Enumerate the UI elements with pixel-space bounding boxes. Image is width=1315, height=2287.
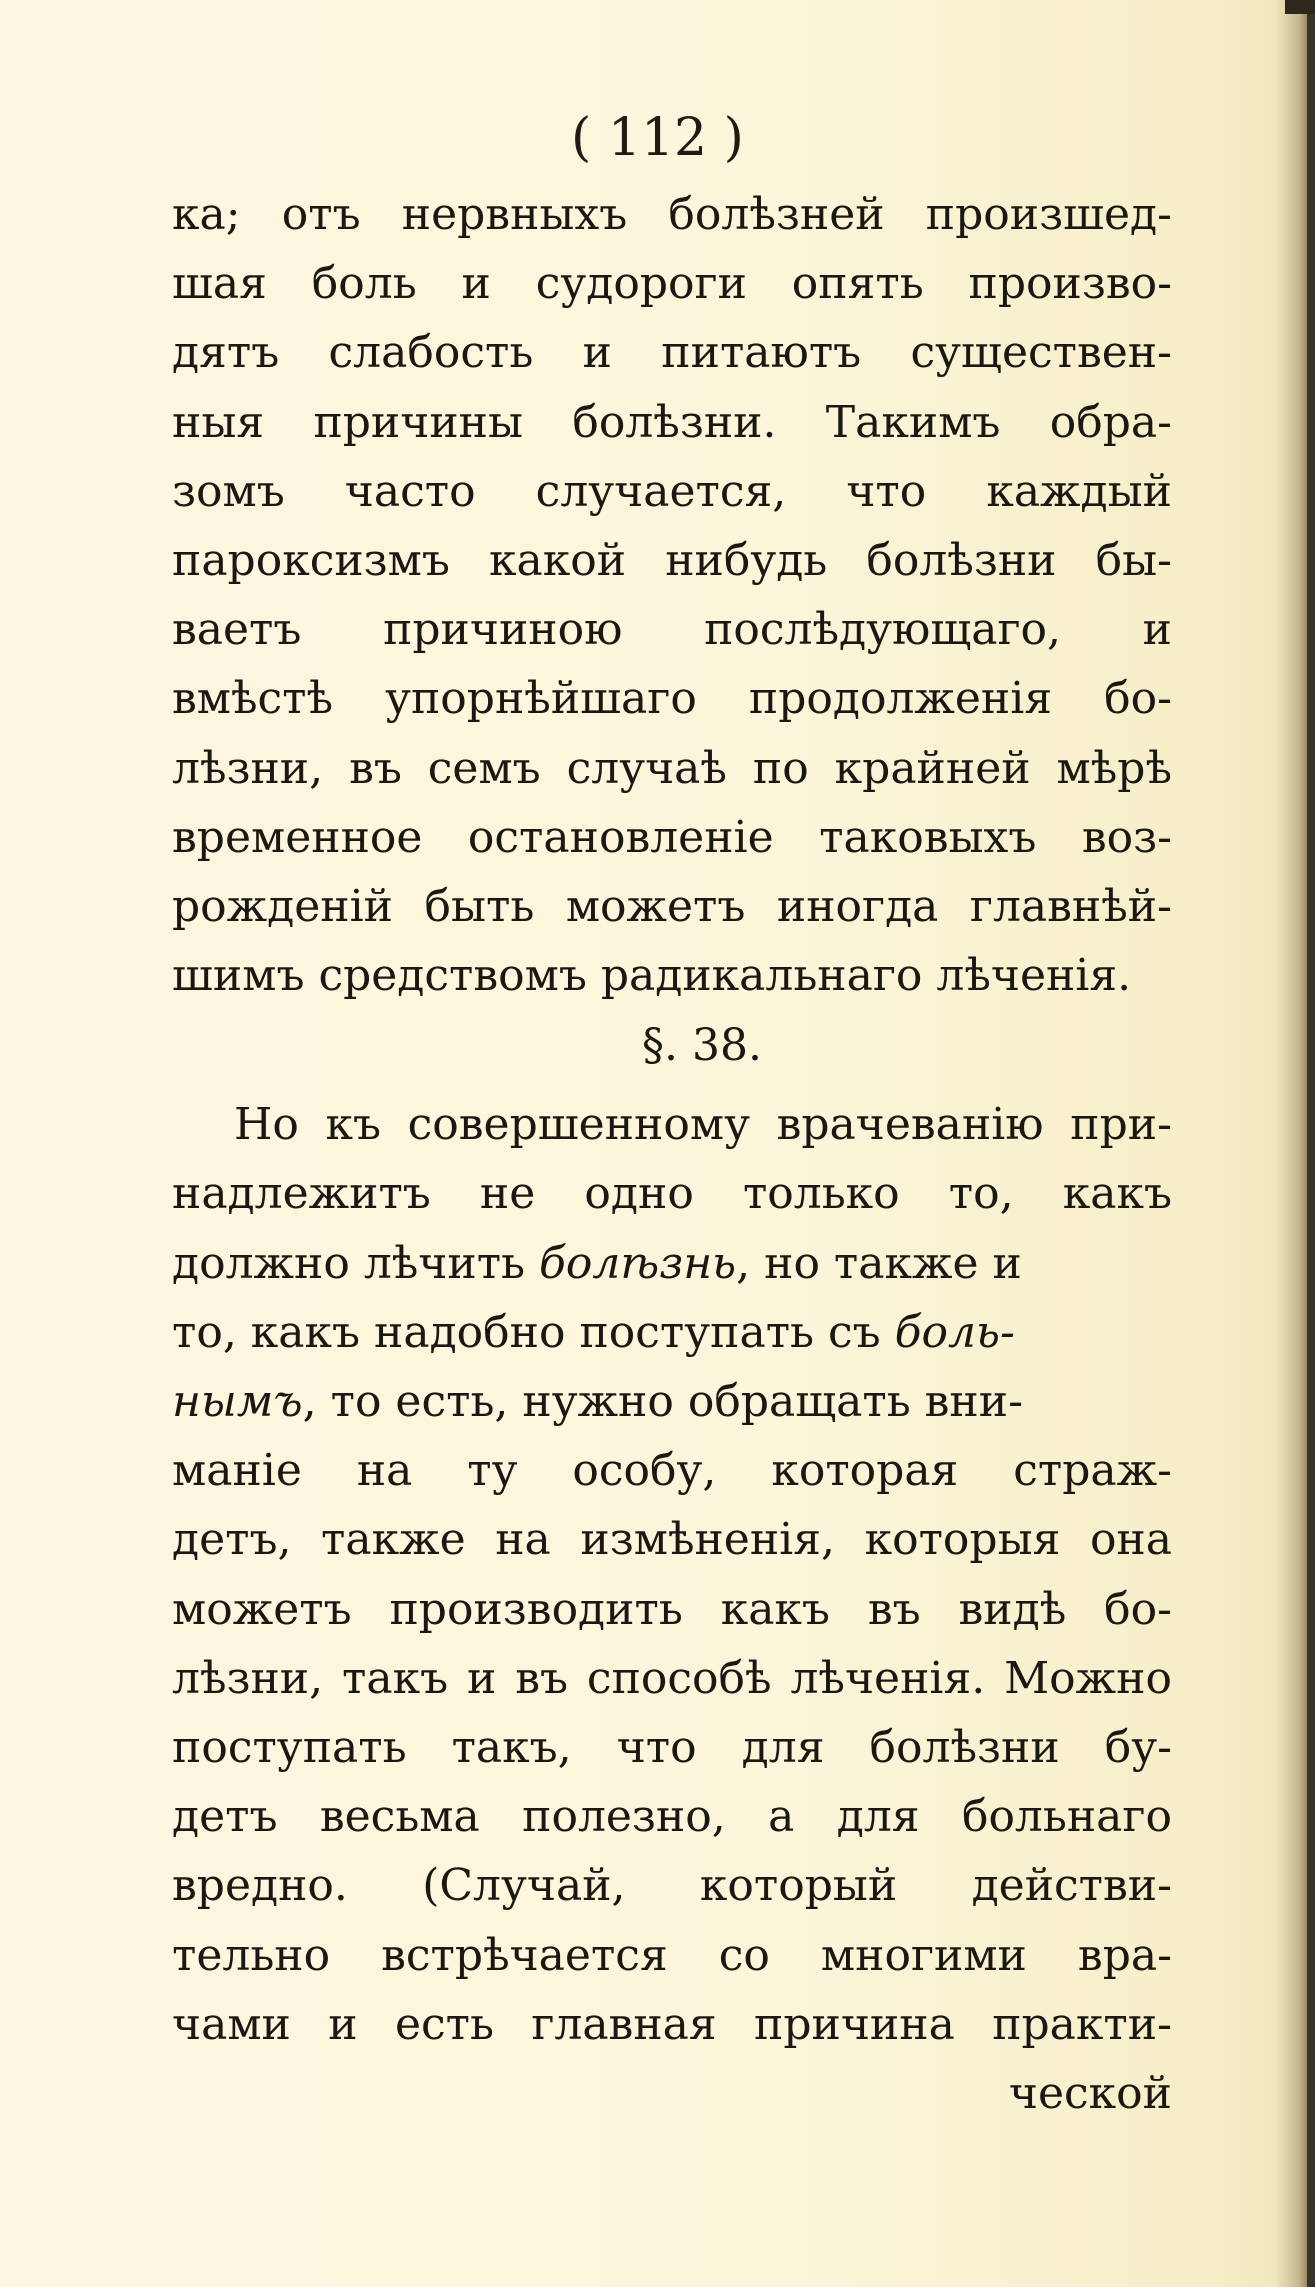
word: причины	[313, 396, 524, 448]
text-line	[172, 803, 1172, 872]
word: зомъ	[172, 465, 285, 517]
word: произшед-	[925, 189, 1172, 240]
word: такъ	[342, 1652, 449, 1704]
word: нибудь	[665, 534, 828, 586]
word: упорнѣйшаго	[385, 673, 697, 725]
word: особу,	[572, 1445, 717, 1497]
text-line	[172, 1436, 1172, 1505]
line-text: нымъ, то есть, нужно обращать вни-	[172, 1376, 1023, 1427]
text-line	[172, 872, 1172, 941]
word: болѣзни	[869, 1721, 1060, 1773]
word: какъ	[720, 1583, 830, 1635]
word: вредно.	[172, 1860, 348, 1912]
word: временное	[172, 811, 423, 863]
word: по	[752, 742, 809, 794]
text-line	[172, 1298, 1172, 1367]
text-line	[172, 457, 1172, 526]
word: боль	[311, 258, 417, 310]
text-line	[172, 318, 1172, 387]
word: болѣзней	[668, 189, 885, 240]
word: только	[742, 1168, 900, 1220]
word: маніе	[172, 1445, 302, 1497]
word: страж-	[1013, 1445, 1172, 1497]
continued-paragraph	[172, 180, 1172, 1010]
word: что	[616, 1721, 697, 1773]
word: причина	[754, 1998, 955, 2050]
word: что	[846, 465, 927, 517]
line-text: должно лѣчить болѣзнь, но также и	[172, 1237, 1022, 1289]
word: не	[479, 1168, 536, 1220]
word: произво-	[968, 258, 1172, 310]
word: бу-	[1104, 1721, 1172, 1773]
text-line	[172, 388, 1172, 457]
text-line	[172, 941, 1172, 1010]
word: главнѣй-	[969, 880, 1172, 932]
word: рожденій	[172, 880, 393, 932]
word: къ	[325, 1099, 382, 1151]
word: врачеванію	[776, 1099, 1044, 1151]
word: лѣзни,	[172, 742, 324, 794]
word: крайней	[834, 742, 1031, 794]
word: одно	[584, 1168, 694, 1220]
word: детъ	[172, 1791, 278, 1843]
word: болѣзни	[866, 534, 1057, 586]
word: детъ,	[172, 1514, 292, 1566]
word: можетъ	[565, 880, 746, 932]
text-line	[172, 664, 1172, 733]
word: поступать	[172, 1721, 407, 1773]
word: таковыхъ	[819, 811, 1037, 863]
word: шая	[172, 258, 267, 310]
word: и	[582, 327, 612, 379]
word: производить	[389, 1583, 683, 1635]
word: въ	[515, 1652, 569, 1704]
text-line	[172, 180, 1172, 249]
word: болѣзни.	[572, 396, 777, 448]
word: способѣ	[586, 1652, 772, 1704]
word: лѣзни,	[172, 1652, 324, 1704]
text-line	[172, 1990, 1172, 2059]
line-text: то, какъ надобно поступать съ боль-	[172, 1306, 1015, 1358]
word: полезно,	[522, 1791, 726, 1843]
word: Такимъ	[825, 396, 1001, 448]
word: бо-	[1104, 1583, 1172, 1635]
word: мѣрѣ	[1056, 742, 1172, 794]
text-line	[172, 1644, 1172, 1713]
word: въ	[867, 1583, 921, 1635]
line-text: шимъ средствомъ радикальнаго лѣченія.	[172, 950, 1132, 1002]
text-line	[172, 1367, 1172, 1436]
word: слабость	[328, 327, 534, 379]
word: опять	[791, 258, 924, 310]
word: главная	[531, 1998, 717, 2050]
word: измѣненія,	[580, 1514, 835, 1566]
text-line	[172, 1505, 1172, 1574]
word: случается,	[535, 465, 787, 517]
word: такъ,	[451, 1721, 572, 1773]
text-line	[172, 1229, 1172, 1298]
word: причиною	[383, 604, 623, 656]
word: весьма	[319, 1791, 480, 1843]
word: действи-	[971, 1860, 1172, 1912]
word: и	[328, 1998, 358, 2050]
word: случаѣ	[566, 742, 727, 794]
word: ту	[467, 1445, 518, 1497]
word: вмѣстѣ	[172, 673, 334, 725]
page-number: ( 112 )	[571, 108, 744, 168]
word: и	[461, 258, 491, 310]
word: (Случай,	[422, 1860, 626, 1912]
catchword-text: ческой	[1008, 2067, 1172, 2119]
word: пароксизмъ	[172, 534, 450, 586]
italic-term: болѣзнь	[539, 1237, 737, 1289]
word: практи-	[992, 1998, 1172, 2050]
word: при-	[1070, 1099, 1172, 1151]
word: иногда	[776, 880, 939, 932]
word: воз-	[1081, 811, 1172, 863]
word: существен-	[910, 327, 1172, 379]
text-line	[172, 1713, 1172, 1782]
word: которыя	[864, 1514, 1061, 1566]
word: который	[699, 1860, 898, 1912]
word: остановленіе	[467, 811, 774, 863]
word: то,	[948, 1168, 1014, 1220]
word: надлежитъ	[172, 1168, 431, 1220]
word: и	[467, 1652, 497, 1704]
word: также	[321, 1514, 466, 1566]
word: лѣченія.	[790, 1652, 986, 1704]
text-line	[172, 1090, 1172, 1159]
word: на	[356, 1445, 413, 1497]
word: ныя	[172, 396, 265, 448]
word: на	[495, 1514, 551, 1566]
word: какой	[489, 534, 627, 586]
text-line	[172, 249, 1172, 318]
word: бы-	[1095, 534, 1172, 586]
word: видѣ	[958, 1583, 1067, 1635]
italic-term: боль-	[894, 1306, 1015, 1358]
word: ваетъ	[172, 604, 302, 656]
page-corner-shadow	[1285, 0, 1315, 14]
word: чами	[172, 1998, 291, 2050]
word: въ	[349, 742, 402, 794]
word: и	[1142, 604, 1172, 656]
catchword	[172, 2059, 1172, 2128]
text-line	[172, 595, 1172, 664]
word: можетъ	[172, 1583, 352, 1635]
word: семъ	[427, 742, 541, 794]
word: есть	[394, 1998, 494, 2050]
text-line	[172, 1921, 1172, 1990]
word: Можно	[1004, 1652, 1172, 1704]
word: она	[1089, 1514, 1172, 1566]
italic-term: нымъ	[172, 1376, 303, 1427]
word: тельно	[172, 1929, 331, 1981]
word: бо-	[1104, 673, 1172, 725]
text-line	[172, 1851, 1172, 1920]
word: больнаго	[961, 1791, 1172, 1843]
paragraph-38	[172, 1090, 1172, 2128]
text-line	[172, 1575, 1172, 1644]
word: совершенному	[407, 1099, 750, 1151]
word: Но	[234, 1099, 299, 1151]
page-edge-binding	[1307, 0, 1315, 2287]
word: вра-	[1077, 1929, 1172, 1981]
word: продолженія	[748, 673, 1053, 725]
text-line	[172, 526, 1172, 595]
page-text	[172, 180, 1172, 2128]
word: какъ	[1062, 1168, 1172, 1220]
text-line	[172, 1782, 1172, 1851]
text-line	[172, 1159, 1172, 1228]
word: нервныхъ	[401, 189, 628, 240]
word: многими	[820, 1929, 1027, 1981]
word: для	[836, 1791, 920, 1843]
word: со	[718, 1929, 770, 1981]
text-line	[172, 734, 1172, 803]
word: для	[741, 1721, 825, 1773]
word: послѣдующаго,	[704, 604, 1061, 656]
word: дятъ	[172, 327, 280, 379]
word: отъ	[281, 189, 361, 240]
word: быть	[424, 880, 535, 932]
word: встрѣчается	[381, 1929, 668, 1981]
word: питаютъ	[661, 327, 862, 379]
word: обра-	[1049, 396, 1172, 448]
word: судороги	[535, 258, 747, 310]
word: которая	[771, 1445, 959, 1497]
word: каждый	[986, 465, 1172, 517]
word: часто	[344, 465, 476, 517]
section-heading: §. 38.	[642, 1020, 762, 1072]
word: ка;	[172, 189, 241, 240]
word: а	[768, 1791, 795, 1843]
